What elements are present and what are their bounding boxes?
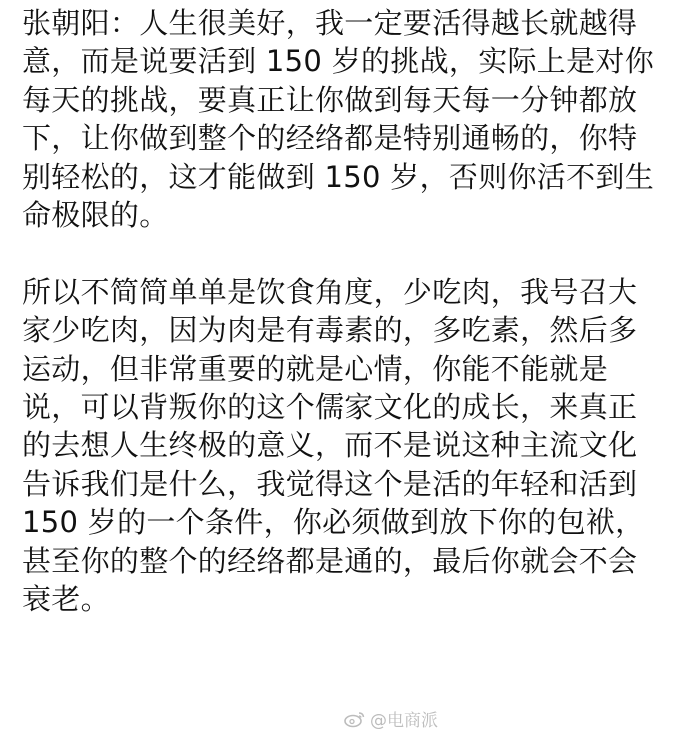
- weibo-watermark: [344, 706, 438, 731]
- paragraph-1: [22, 4, 672, 234]
- text-line: 运动，但非常重要的就是心情，你能不能就是: [22, 351, 609, 386]
- text-line: 张朝阳：人生很美好，我一定要活得越长就越得: [22, 6, 638, 40]
- watermark-text: @电商派: [370, 711, 438, 731]
- text-line: 家少吃肉，因为肉是有毒素的，多吃素，然后多: [22, 313, 638, 348]
- article-body: [22, 4, 672, 618]
- text-line: 衰老。: [22, 582, 110, 617]
- paragraph-2: [22, 273, 672, 619]
- text-line: 命极限的。: [22, 198, 169, 233]
- text-line: 别轻松的，这才能做到 150 岁，否则你活不到生: [22, 159, 654, 194]
- text-line: 意，而是说要活到 150 岁的挑战，实际上是对你: [22, 44, 654, 79]
- text-line: 甚至你的整个的经络都是通的，最后你就会不会: [22, 543, 638, 578]
- weibo-icon: [344, 710, 366, 728]
- text-line: 所以不简简单单是饮食角度，少吃肉，我号召大: [22, 274, 638, 309]
- text-line: 150 岁的一个条件，你必须做到放下你的包袱，: [22, 505, 645, 540]
- text-line: 下，让你做到整个的经络都是特别通畅的，你特: [22, 121, 638, 156]
- text-line: 说，可以背叛你的这个儒家文化的成长，来真正: [22, 390, 638, 425]
- text-line: 的去想人生终极的意义，而不是说这种主流文化: [22, 428, 638, 463]
- text-line: 告诉我们是什么，我觉得这个是活的年轻和活到: [22, 466, 638, 501]
- text-line: 每天的挑战，要真正让你做到每天每一分钟都放: [22, 82, 638, 117]
